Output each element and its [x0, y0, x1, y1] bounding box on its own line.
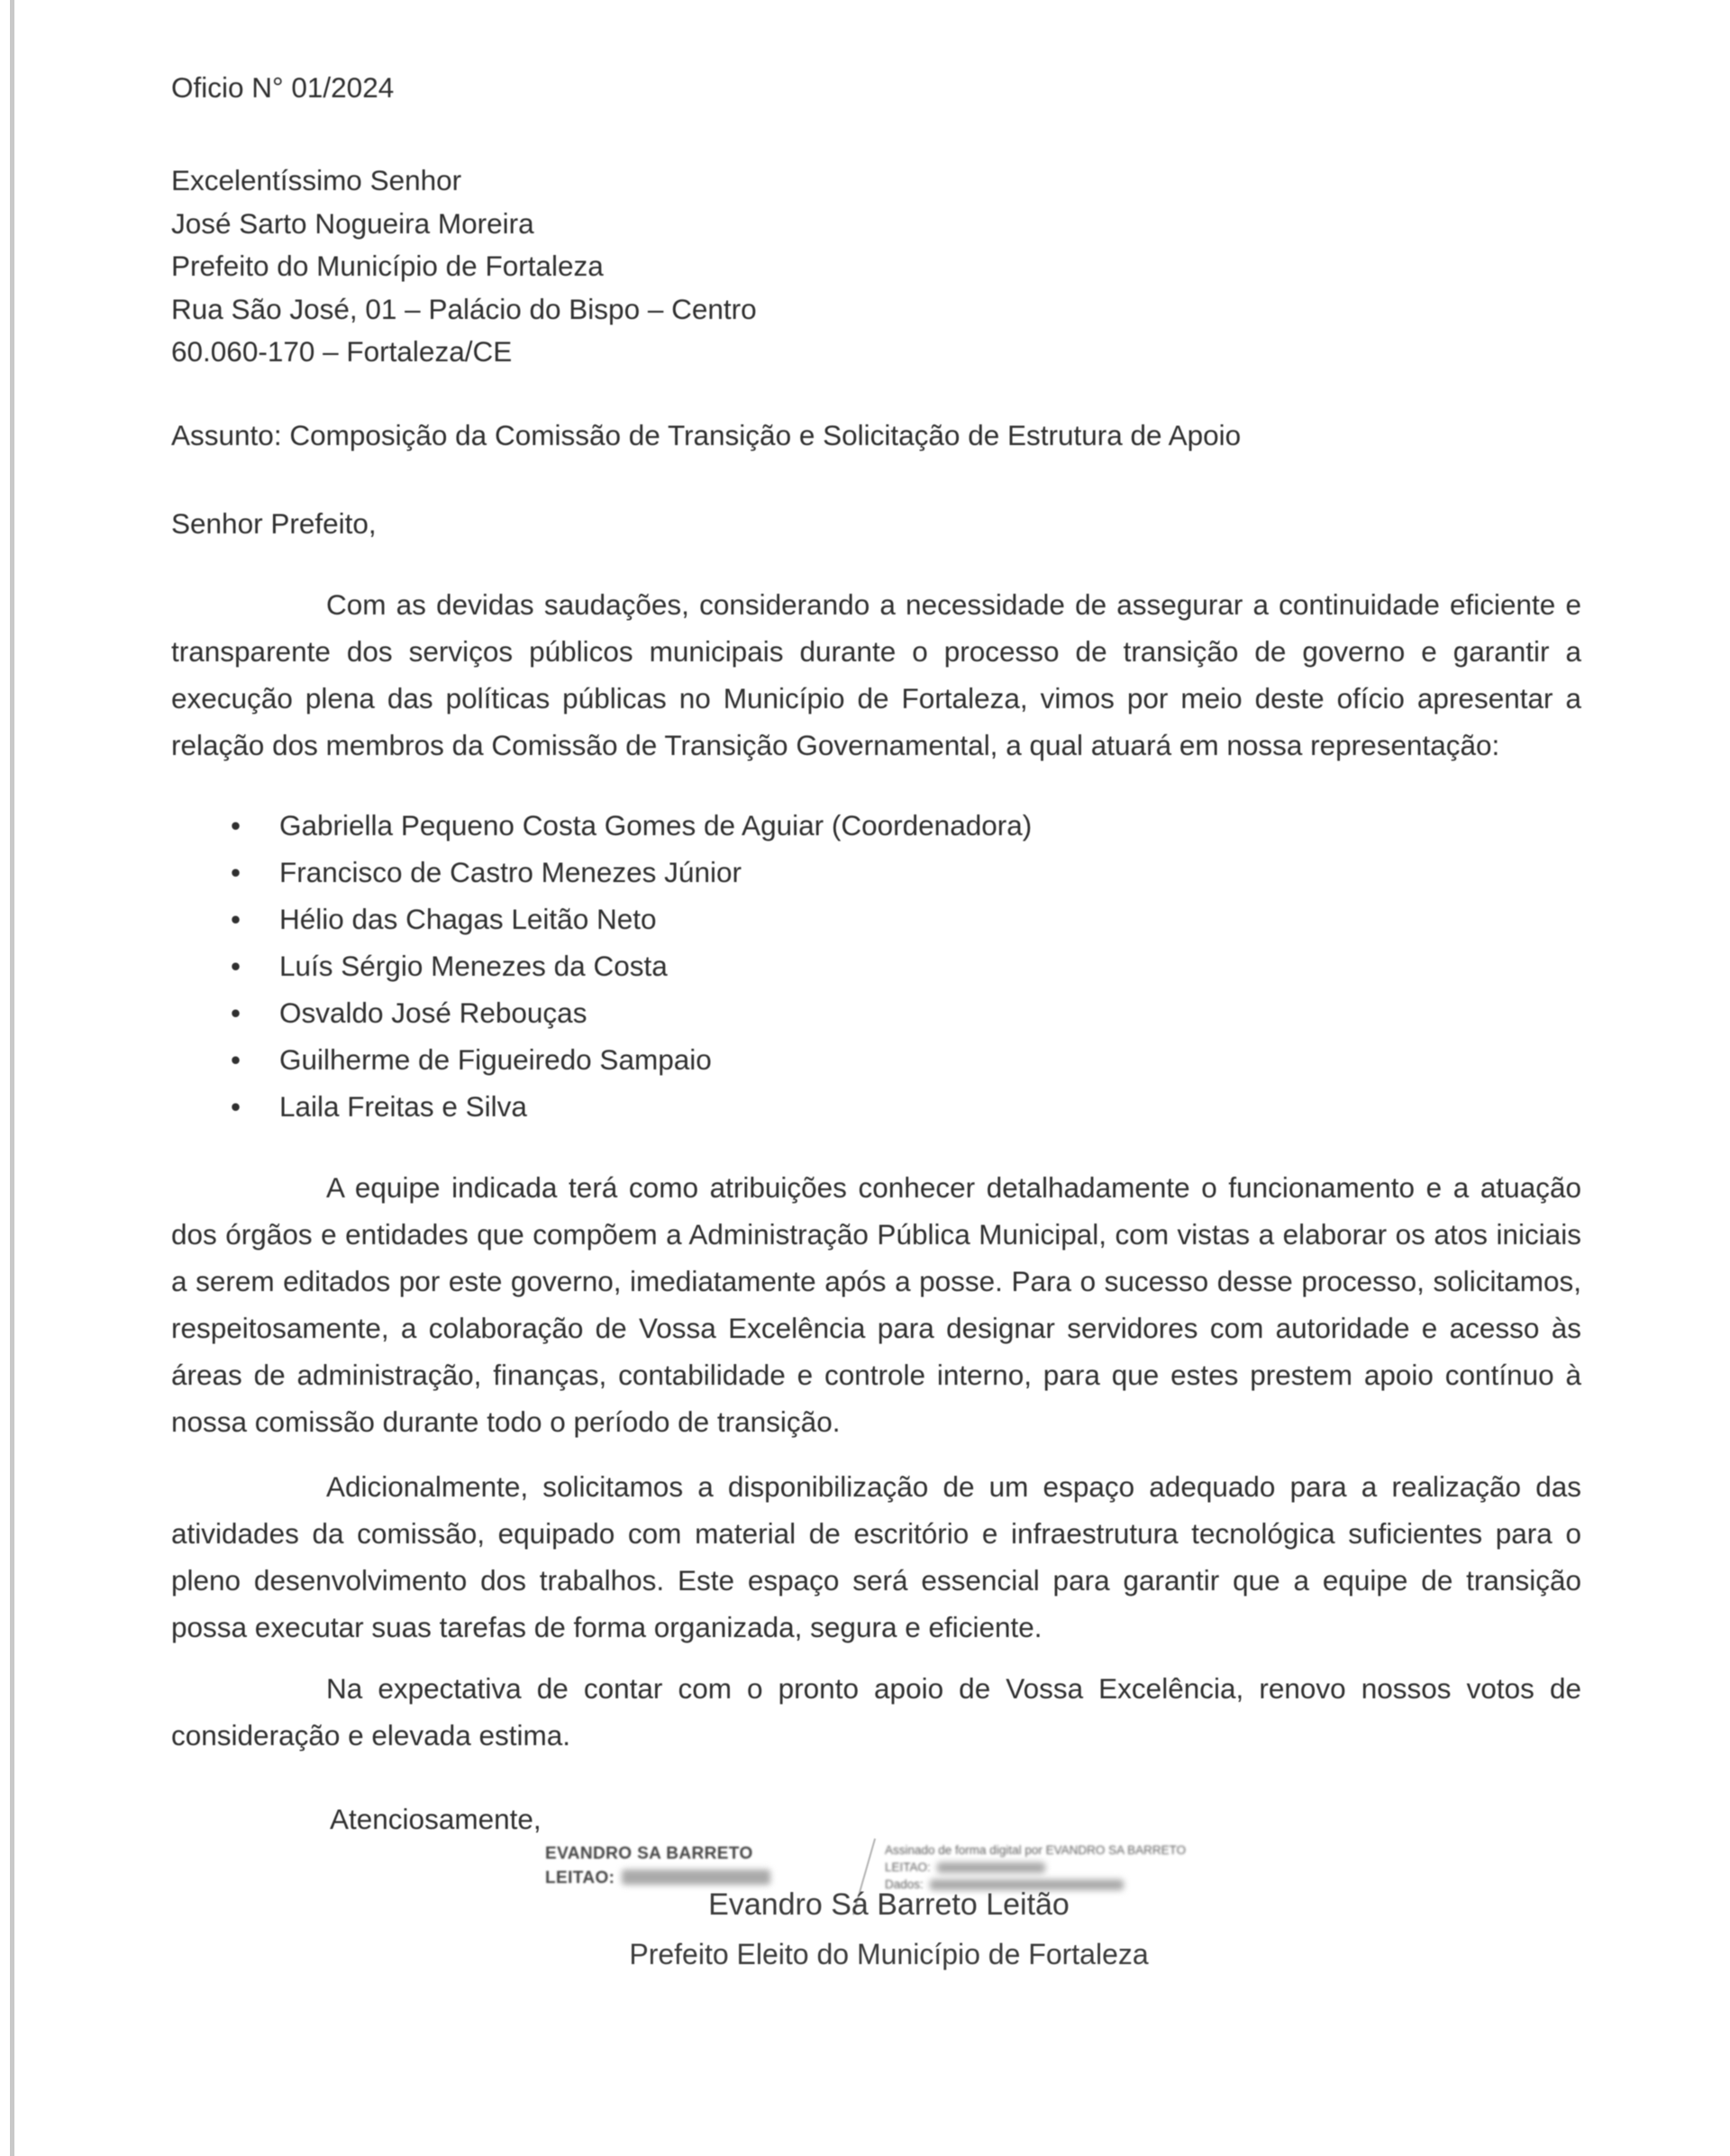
- signature-area: [171, 1837, 1581, 2063]
- reference-number: Oficio N° 01/2024: [171, 71, 395, 104]
- greeting: Senhor Prefeito,: [171, 506, 377, 540]
- commission-members-list: [171, 802, 1581, 1130]
- redacted-id: [622, 1869, 770, 1885]
- digital-note-line3: Dados:: [885, 1876, 1186, 1893]
- recipient-salutation: Excelentíssimo Senhor: [171, 164, 462, 196]
- digital-note-line1: Assinado de forma digital por EVANDRO SA BARRETO: [885, 1842, 1187, 1857]
- recipient-title: Prefeito do Município de Fortaleza: [171, 250, 604, 282]
- paragraph-intro: Com as devidas saudações, considerando a necessidade de assegurar a continuidade eficiente e transparente dos serviços públicos municipais durante o processo de transição de governo e garantir a execução plena das políticas públicas no Município de Fortaleza, vimos por meio deste ofício apresentar a relação dos membros da Comissão de Transição Governamental, a qual atuará em nossa representação:: [171, 587, 1581, 761]
- subject-line: Assunto: Composição da Comissão de Transição e Solicitação de Estrutura de Apoio: [171, 418, 1242, 451]
- member-item: • Francisco de Castro Menezes Júnior: [171, 849, 1581, 896]
- member-item: • Hélio das Chagas Leitão Neto: [171, 896, 1581, 942]
- member-item: • Osvaldo José Rebouças: [171, 989, 1581, 1036]
- recipient-block: [171, 159, 1581, 374]
- member-item: • Luís Sérgio Menezes da Costa: [171, 942, 1581, 989]
- member-item: • Laila Freitas e Silva: [171, 1083, 1581, 1130]
- letter-content: [171, 0, 1581, 2063]
- signatory-name: Evandro Sá Barreto Leitão: [708, 1887, 1070, 1922]
- recipient-street: Rua São José, 01 – Palácio do Bispo – Centro: [171, 292, 757, 325]
- redacted-id: [937, 1862, 1045, 1873]
- closing: Atenciosamente,: [330, 1802, 542, 1835]
- member-item: • Gabriella Pequeno Costa Gomes de Aguiar (Coordenadora): [171, 802, 1581, 849]
- signatory-role: Prefeito Eleito do Município de Fortaleza: [629, 1937, 1149, 1970]
- member-item: • Guilherme de Figueiredo Sampaio: [171, 1036, 1581, 1083]
- paragraph-attributions: A equipe indicada terá como atribuições conhecer detalhadamente o funcionamento e a atuação dos órgãos e entidades que compõem a Administração Pública Municipal, com vistas a elaborar os atos iniciais a serem editados por este governo, imediatamente após a posse. Para o sucesso desse processo, solicitamos, respeitosamente, a colaboração de Vossa Excelência para designar servidores com autoridade e acesso às áreas de administração, finanças, contabilidade e controle interno, para que estes prestem apoio contínuo à nossa comissão durante todo o período de transição.: [171, 1170, 1581, 1438]
- digital-note-line2: LEITAO:: [885, 1859, 1186, 1876]
- signature-stamp: [545, 1842, 770, 1890]
- recipient-city: 60.060-170 – Fortaleza/CE: [171, 335, 513, 368]
- paragraph-farewell: Na expectativa de contar com o pronto apoio de Vossa Excelência, renovo nossos votos de consideração e elevada estima.: [171, 1671, 1581, 1751]
- stamp-name-line: EVANDRO SA BARRETO: [545, 1843, 753, 1863]
- page-edge-line: [10, 0, 14, 2156]
- stamp-id-line: LEITAO:: [545, 1866, 770, 1890]
- recipient-name: José Sarto Nogueira Moreira: [171, 206, 534, 240]
- paragraph-space-request: Adicionalmente, solicitamos a disponibilização de um espaço adequado para a realização das atividades da comissão, equipado com material de escritório e infraestrutura tecnológica suficientes para o pleno desenvolvimento dos trabalhos. Este espaço será essencial para garantir que a equipe de transição possa executar suas tarefas de forma organizada, segura e eficiente.: [171, 1469, 1581, 1643]
